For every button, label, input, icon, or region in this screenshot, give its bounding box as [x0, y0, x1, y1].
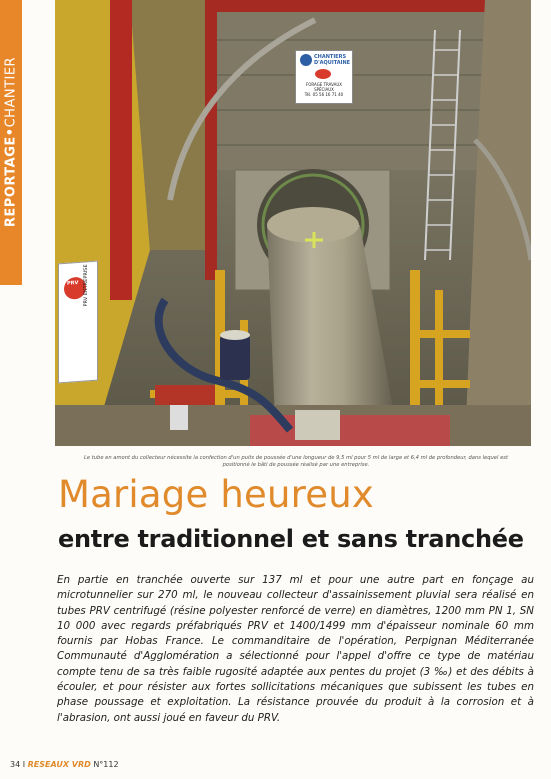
sign-company: [314, 54, 350, 66]
sign-red-logo-icon: [315, 69, 331, 79]
construction-photo: [55, 0, 531, 446]
photo-illustration: [55, 0, 531, 446]
section-tab-separator: •: [3, 127, 19, 137]
magazine-issue: N°112: [93, 760, 119, 769]
contractor-logo-icon: [300, 54, 312, 66]
photo-caption: Le tube en amont du collecteur nécessite la confection d'un puits de poussée d'une longueur de 9,5 ml pour 5 ml de large et 6,4 ml de profondeur, dans lequel est positionné le bâti de poussée réalisé par une entreprise.: [83, 455, 509, 468]
prv-logo-text: PRV: [67, 279, 79, 287]
section-tab: [0, 0, 22, 285]
prv-sign: [58, 261, 98, 384]
sign-line-1: CHANTIERS: [314, 54, 347, 60]
contractor-sign: [295, 50, 353, 104]
sign-line-3: FORAGE TRAVAUX SPÉCIAUX: [305, 82, 343, 92]
article-body: En partie en tranchée ouverte sur 137 ml et pour une autre part en fonçage au microtunnelier sur 270 ml, le nouveau collecteur d'assainissement pluvial sera réalisé en tubes PRV centrifugé (résine polyester renforcé de verre) en diamètres, 1200 mm PN 1, SN 10 000 avec regards préfabriqués PRV et 1400/1499 mm d'épaisseur nominale 60 mm fournis par Hobas France. Le commanditaire de l'opération, Perpignan Méditerranée Communauté d'Agglomération a sélectionné pour l'appel d'offre ce type de matériau compte tenu de sa très faible rugosité adaptée aux pentes du projet (3 ‰) et des débits à écouler, et pour résister aux fortes sollicitations mécaniques que subissent les tubes en phase poussage et exploitation. La résistance prouvée du produit à la corrosion et à l'abrasion, ont aussi joué en faveur du PRV.: [57, 574, 534, 724]
article-subtitle: entre traditionnel et sans tranchée: [58, 525, 524, 553]
page-footer: [10, 760, 119, 769]
sign-line-2: D'AQUITAINE: [314, 60, 351, 66]
footer-separator: I: [22, 760, 26, 769]
prv-sign-text: PRV ENTREPRISE: [83, 264, 89, 307]
page-number: 34: [10, 760, 21, 769]
article-title: Mariage heureux: [58, 473, 374, 516]
sign-line-4: Tél. 05 56 16 71 40: [304, 92, 344, 97]
magazine-brand: RESEAUX VRD: [27, 760, 91, 769]
sign-details: [298, 82, 350, 97]
section-tab-label: [4, 57, 19, 227]
section-tab-bold: REPORTAGE: [3, 136, 19, 228]
section-tab-light: CHANTIER: [3, 56, 19, 128]
